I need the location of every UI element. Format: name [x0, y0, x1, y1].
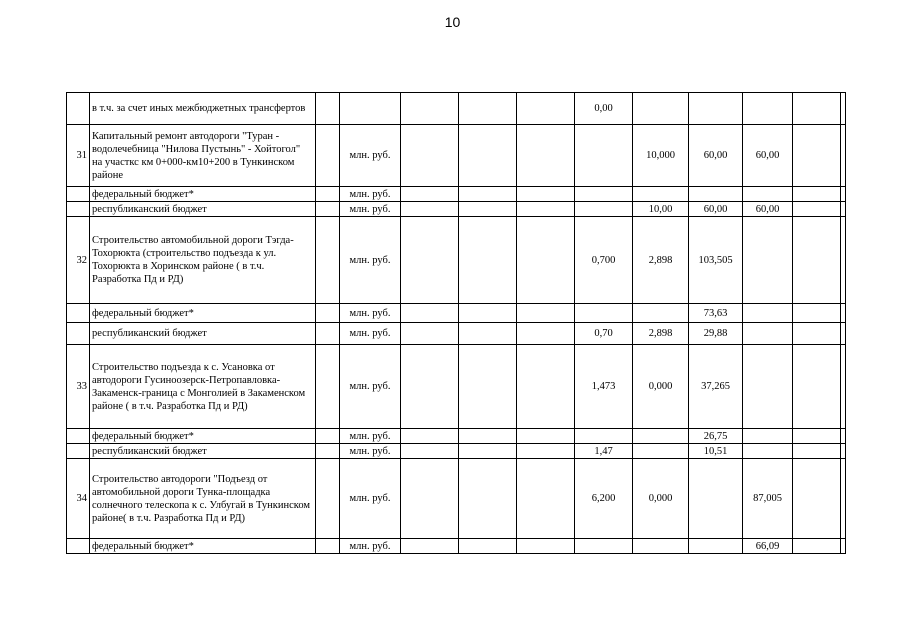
value-cell: [633, 304, 689, 323]
value-cell: [633, 444, 689, 459]
value-cell: 60,00: [689, 125, 743, 187]
table-row: [67, 539, 846, 554]
description-cell: республиканский бюджет: [90, 323, 316, 345]
value-cell: [793, 217, 841, 304]
value-cell: 87,005: [743, 459, 793, 539]
page-number: 10: [444, 14, 461, 30]
value-cell: [689, 93, 743, 125]
description-cell: федеральный бюджет*: [90, 429, 316, 444]
value-cell: [575, 304, 633, 323]
value-cell: [633, 429, 689, 444]
table-row: [67, 444, 846, 459]
value-cell: [401, 217, 459, 304]
row-number-cell: [67, 444, 90, 459]
value-cell: 2,898: [633, 323, 689, 345]
value-cell: [517, 345, 575, 429]
table-row: [67, 187, 846, 202]
row-number-cell: [67, 202, 90, 217]
description-cell: Строительство автодороги "Подъезд от автомобильной дороги Тунка-площадка солнечного телескопа к с. Улбугай в Тункинском районе( в т.ч. Разработка Пд и РД): [90, 459, 316, 539]
value-cell: [633, 93, 689, 125]
table-row: [67, 125, 846, 187]
value-cell: [401, 429, 459, 444]
value-cell: [517, 187, 575, 202]
value-cell: [743, 323, 793, 345]
value-cell: [743, 93, 793, 125]
table-row: [67, 217, 846, 304]
value-cell: [743, 187, 793, 202]
unit-cell: млн. руб.: [340, 429, 401, 444]
row-number-cell: [67, 93, 90, 125]
value-cell: [401, 323, 459, 345]
unit-cell: млн. руб.: [340, 444, 401, 459]
empty-cell: [316, 345, 340, 429]
value-cell: [401, 459, 459, 539]
value-cell: [517, 202, 575, 217]
table-row: [67, 304, 846, 323]
value-cell: [841, 323, 846, 345]
value-cell: [401, 539, 459, 554]
table-row: [67, 345, 846, 429]
unit-cell: млн. руб.: [340, 323, 401, 345]
value-cell: 60,00: [689, 202, 743, 217]
value-cell: [793, 187, 841, 202]
value-cell: [401, 202, 459, 217]
empty-cell: [316, 539, 340, 554]
empty-cell: [316, 323, 340, 345]
value-cell: [459, 304, 517, 323]
description-cell: Строительство автомобильной дороги Тэгда-Тохорюкта (строительство подъезда к ул. Тохорюкта в Хоринском районе ( в т.ч. Разработка Пд и РД): [90, 217, 316, 304]
value-cell: [517, 444, 575, 459]
table-row: [67, 93, 846, 125]
unit-cell: млн. руб.: [340, 125, 401, 187]
description-cell: республиканский бюджет: [90, 202, 316, 217]
table-row: [67, 459, 846, 539]
value-cell: [793, 444, 841, 459]
value-cell: [459, 444, 517, 459]
value-cell: [517, 217, 575, 304]
value-cell: [793, 125, 841, 187]
value-cell: [793, 539, 841, 554]
row-number-cell: 31: [67, 125, 90, 187]
value-cell: [689, 539, 743, 554]
unit-cell: млн. руб.: [340, 187, 401, 202]
value-cell: 73,63: [689, 304, 743, 323]
description-cell: федеральный бюджет*: [90, 187, 316, 202]
value-cell: [633, 187, 689, 202]
value-cell: 6,200: [575, 459, 633, 539]
value-cell: [793, 93, 841, 125]
value-cell: 0,000: [633, 459, 689, 539]
empty-cell: [316, 429, 340, 444]
value-cell: [517, 539, 575, 554]
unit-cell: млн. руб.: [340, 304, 401, 323]
value-cell: 60,00: [743, 125, 793, 187]
value-cell: [743, 429, 793, 444]
description-cell: республиканский бюджет: [90, 444, 316, 459]
value-cell: 10,000: [633, 125, 689, 187]
value-cell: [459, 93, 517, 125]
row-number-cell: 33: [67, 345, 90, 429]
row-number-cell: [67, 539, 90, 554]
value-cell: 66,09: [743, 539, 793, 554]
value-cell: [459, 202, 517, 217]
value-cell: [793, 304, 841, 323]
unit-cell: млн. руб.: [340, 459, 401, 539]
value-cell: [841, 187, 846, 202]
value-cell: [517, 429, 575, 444]
value-cell: 1,473: [575, 345, 633, 429]
value-cell: [575, 202, 633, 217]
value-cell: [401, 304, 459, 323]
value-cell: [841, 304, 846, 323]
value-cell: [459, 125, 517, 187]
value-cell: [793, 429, 841, 444]
value-cell: 60,00: [743, 202, 793, 217]
value-cell: [841, 125, 846, 187]
row-number-cell: [67, 187, 90, 202]
value-cell: [401, 187, 459, 202]
value-cell: [743, 345, 793, 429]
description-cell: в т.ч. за счет иных межбюджетных трансфертов: [90, 93, 316, 125]
empty-cell: [316, 459, 340, 539]
description-cell: федеральный бюджет*: [90, 539, 316, 554]
value-cell: [841, 459, 846, 539]
row-number-cell: [67, 323, 90, 345]
value-cell: [517, 323, 575, 345]
value-cell: 103,505: [689, 217, 743, 304]
value-cell: 0,700: [575, 217, 633, 304]
value-cell: [689, 187, 743, 202]
description-cell: Капитальный ремонт автодороги "Туран - водолечебница "Нилова Пустынь" - Хойтогол" на участкс км 0+000-км10+200 в Тункинском районе: [90, 125, 316, 187]
value-cell: [841, 345, 846, 429]
unit-cell: [340, 93, 401, 125]
empty-cell: [316, 217, 340, 304]
value-cell: [459, 459, 517, 539]
value-cell: [793, 323, 841, 345]
value-cell: [459, 345, 517, 429]
value-cell: 0,00: [575, 93, 633, 125]
value-cell: [459, 323, 517, 345]
value-cell: [401, 444, 459, 459]
empty-cell: [316, 93, 340, 125]
row-number-cell: [67, 429, 90, 444]
empty-cell: [316, 187, 340, 202]
value-cell: [575, 539, 633, 554]
value-cell: [793, 345, 841, 429]
row-number-cell: [67, 304, 90, 323]
value-cell: [517, 459, 575, 539]
empty-cell: [316, 444, 340, 459]
value-cell: [401, 125, 459, 187]
empty-cell: [316, 202, 340, 217]
value-cell: [841, 444, 846, 459]
value-cell: [793, 459, 841, 539]
budget-table: [66, 92, 846, 554]
value-cell: 0,000: [633, 345, 689, 429]
table-row: [67, 429, 846, 444]
value-cell: [459, 429, 517, 444]
value-cell: 29,88: [689, 323, 743, 345]
value-cell: 26,75: [689, 429, 743, 444]
empty-cell: [316, 304, 340, 323]
value-cell: [743, 444, 793, 459]
value-cell: [459, 539, 517, 554]
value-cell: [517, 304, 575, 323]
value-cell: 2,898: [633, 217, 689, 304]
value-cell: 10,00: [633, 202, 689, 217]
value-cell: [633, 539, 689, 554]
value-cell: 0,70: [575, 323, 633, 345]
value-cell: [841, 202, 846, 217]
value-cell: [575, 187, 633, 202]
value-cell: [841, 93, 846, 125]
value-cell: [793, 202, 841, 217]
unit-cell: млн. руб.: [340, 202, 401, 217]
unit-cell: млн. руб.: [340, 539, 401, 554]
value-cell: [575, 429, 633, 444]
row-number-cell: 34: [67, 459, 90, 539]
unit-cell: млн. руб.: [340, 217, 401, 304]
value-cell: 10,51: [689, 444, 743, 459]
value-cell: [743, 304, 793, 323]
value-cell: [459, 187, 517, 202]
table-row: [67, 202, 846, 217]
empty-cell: [316, 125, 340, 187]
value-cell: [575, 125, 633, 187]
value-cell: [401, 345, 459, 429]
value-cell: [401, 93, 459, 125]
value-cell: [841, 539, 846, 554]
unit-cell: млн. руб.: [340, 345, 401, 429]
description-cell: Строительство подъезда к с. Усановка от автодороги Гусиноозерск-Петропавловка-Закаменск-граница с Монголией в Закаменском районе ( в т.ч. Разработка Пд и РД): [90, 345, 316, 429]
value-cell: [743, 217, 793, 304]
value-cell: [841, 429, 846, 444]
row-number-cell: 32: [67, 217, 90, 304]
description-cell: федеральный бюджет*: [90, 304, 316, 323]
table-row: [67, 323, 846, 345]
value-cell: 1,47: [575, 444, 633, 459]
value-cell: 37,265: [689, 345, 743, 429]
value-cell: [689, 459, 743, 539]
value-cell: [517, 93, 575, 125]
value-cell: [841, 217, 846, 304]
value-cell: [459, 217, 517, 304]
value-cell: [517, 125, 575, 187]
